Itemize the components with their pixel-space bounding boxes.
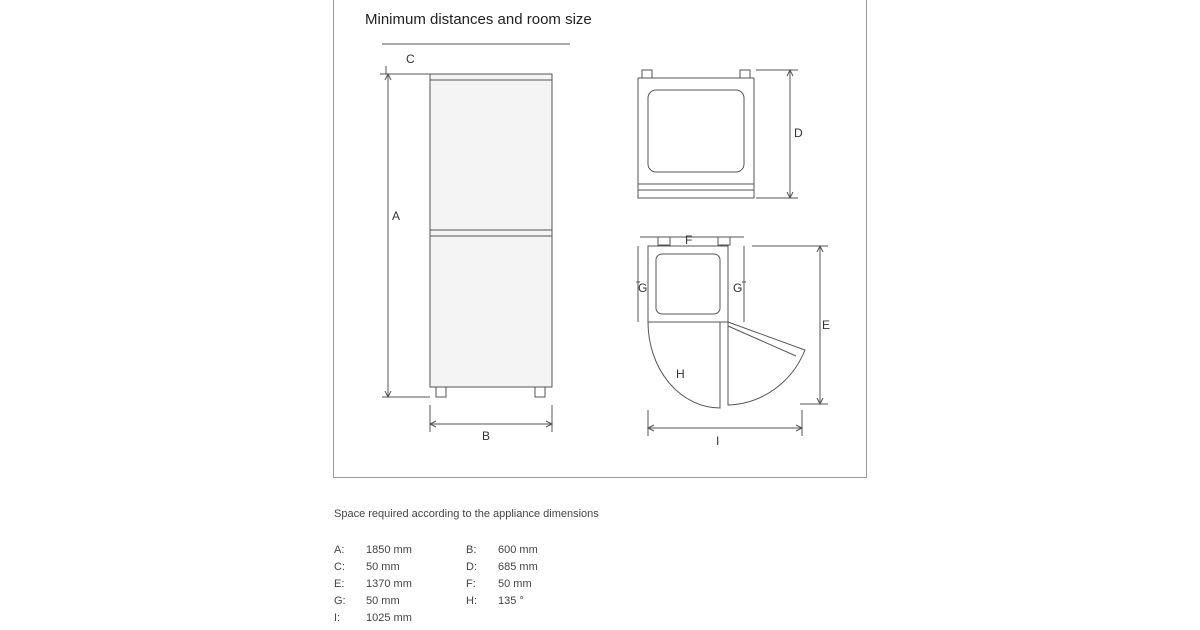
label-g-left: G — [638, 281, 648, 295]
fridge-foot-left — [436, 387, 446, 397]
spec-value: 50 mm — [498, 578, 532, 590]
dimension-i — [648, 410, 802, 436]
spec-row-a — [334, 544, 412, 556]
spec-value: 50 mm — [366, 595, 400, 607]
spec-key: C: — [334, 561, 345, 573]
spec-key: G: — [334, 595, 346, 607]
spec-value: 135 ° — [498, 595, 524, 607]
spec-row-d — [466, 561, 538, 573]
spec-value: 50 mm — [366, 561, 400, 573]
spec-key: A: — [334, 544, 345, 556]
dimension-b — [430, 405, 552, 432]
top-view — [638, 70, 754, 198]
front-view — [430, 74, 552, 397]
spec-key: B: — [466, 544, 477, 556]
label-i: I — [716, 434, 720, 448]
spec-value: 1370 mm — [366, 578, 412, 590]
dimension-d — [756, 70, 798, 198]
label-f: F — [685, 233, 693, 247]
spec-row-f — [466, 578, 532, 590]
top-view-body — [638, 78, 754, 184]
spec-value: 1850 mm — [366, 544, 412, 556]
spec-row-e — [334, 578, 412, 590]
spec-key: I: — [334, 612, 341, 624]
label-h: H — [676, 367, 685, 381]
top-view-spacer-right — [740, 70, 750, 78]
label-c: C — [406, 52, 415, 66]
room-fridge-body — [648, 246, 728, 322]
label-b: B — [482, 429, 491, 443]
door-swing-open — [728, 322, 805, 405]
diagram-title: Minimum distances and room size — [365, 11, 592, 28]
label-d: D — [794, 126, 803, 140]
spec-key: F: — [466, 578, 476, 590]
spec-row-i — [334, 612, 412, 624]
spec-block — [334, 507, 614, 528]
spec-key: E: — [334, 578, 345, 590]
spec-heading: Space required according to the appliance dimensions — [334, 508, 599, 520]
spec-row-g — [334, 595, 400, 607]
top-view-inner — [648, 90, 744, 172]
spec-key: D: — [466, 561, 477, 573]
fridge-foot-right — [535, 387, 545, 397]
top-view-spacer-left — [642, 70, 652, 78]
spec-row-h — [466, 595, 524, 607]
dimension-a — [382, 74, 430, 397]
spec-value: 685 mm — [498, 561, 538, 573]
spec-value: 1025 mm — [366, 612, 412, 624]
spec-key: H: — [466, 595, 477, 607]
spec-value: 600 mm — [498, 544, 538, 556]
door-swing-h — [648, 322, 720, 408]
label-a: A — [392, 209, 401, 223]
label-e: E — [822, 318, 831, 332]
dimension-e — [752, 246, 831, 404]
spec-row-c — [334, 561, 400, 573]
spec-row-b — [466, 544, 538, 556]
label-g-right: G — [733, 281, 743, 295]
room-view — [636, 237, 805, 408]
